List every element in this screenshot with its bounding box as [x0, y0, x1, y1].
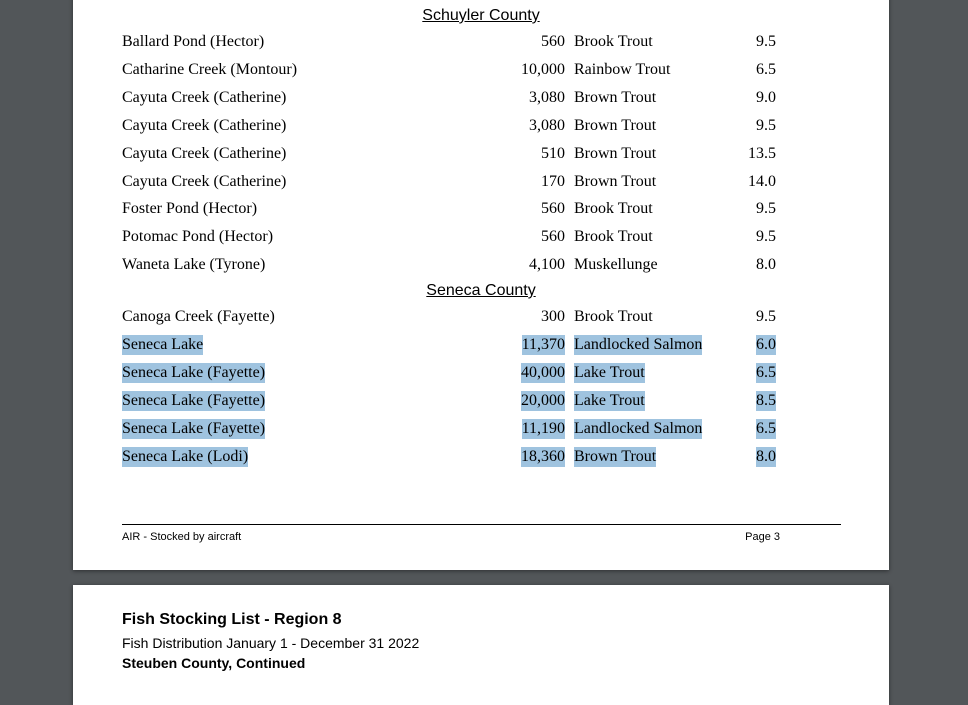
- species-cell: Brown Trout: [574, 173, 657, 190]
- table-row: [73, 144, 889, 166]
- table-row: [73, 391, 889, 413]
- species-cell: Brown Trout: [574, 145, 657, 162]
- species-cell: Brook Trout: [574, 308, 653, 325]
- size-cell: 9.5: [756, 117, 776, 134]
- number-cell: 40,000: [521, 364, 565, 381]
- number-cell: 10,000: [521, 61, 565, 78]
- number-cell: 3,080: [529, 117, 565, 134]
- size-cell: 9.5: [756, 200, 776, 217]
- size-cell: 13.5: [748, 145, 776, 162]
- waterbody-cell: Seneca Lake (Fayette): [122, 392, 266, 409]
- species-cell: Brook Trout: [574, 228, 653, 245]
- table-row: [73, 32, 889, 54]
- species-cell: Brook Trout: [574, 200, 653, 217]
- waterbody-cell: Seneca Lake: [122, 336, 204, 353]
- table-row: [73, 88, 889, 110]
- waterbody-cell: Cayuta Creek (Catherine): [122, 117, 287, 134]
- size-cell: 8.0: [756, 256, 776, 273]
- table-row: [73, 116, 889, 138]
- size-cell: 9.5: [756, 33, 776, 50]
- table-row: [73, 199, 889, 221]
- page-number: Page 3: [745, 531, 780, 543]
- table-row: [73, 335, 889, 357]
- size-cell: 6.5: [756, 420, 776, 437]
- size-cell: 9.5: [756, 228, 776, 245]
- waterbody-cell: Waneta Lake (Tyrone): [122, 256, 266, 273]
- number-cell: 11,370: [521, 336, 565, 353]
- number-cell: 20,000: [521, 392, 565, 409]
- table-row: [73, 60, 889, 82]
- size-cell: 6.5: [756, 61, 776, 78]
- species-cell: Lake Trout: [574, 364, 645, 381]
- number-cell: 560: [541, 33, 565, 50]
- document-title: Fish Stocking List - Region 8: [122, 611, 342, 628]
- waterbody-cell: Seneca Lake (Fayette): [122, 364, 266, 381]
- number-cell: 300: [541, 308, 565, 325]
- waterbody-cell: Cayuta Creek (Catherine): [122, 173, 287, 190]
- waterbody-cell: Cayuta Creek (Catherine): [122, 89, 287, 106]
- number-cell: 510: [541, 145, 565, 162]
- table-row: [73, 255, 889, 277]
- size-cell: 6.0: [756, 336, 776, 353]
- county-heading: Steuben County, Continued: [122, 655, 306, 671]
- waterbody-cell: Canoga Creek (Fayette): [122, 308, 275, 325]
- species-cell: Landlocked Salmon: [574, 336, 703, 353]
- pdf-page-3: [73, 0, 889, 570]
- waterbody-cell: Potomac Pond (Hector): [122, 228, 274, 245]
- number-cell: 170: [541, 173, 565, 190]
- number-cell: 560: [541, 200, 565, 217]
- species-cell: Lake Trout: [574, 392, 645, 409]
- waterbody-cell: Ballard Pond (Hector): [122, 33, 265, 50]
- species-cell: Landlocked Salmon: [574, 420, 703, 437]
- species-cell: Muskellunge: [574, 256, 658, 273]
- waterbody-cell: Foster Pond (Hector): [122, 200, 258, 217]
- size-cell: 9.5: [756, 308, 776, 325]
- pdf-page-4: [73, 585, 889, 705]
- county-heading: Schuyler County: [422, 7, 540, 24]
- table-row: [73, 363, 889, 385]
- number-cell: 11,190: [521, 420, 565, 437]
- document-subtitle: Fish Distribution January 1 - December 31 2022: [122, 635, 420, 651]
- waterbody-cell: Seneca Lake (Fayette): [122, 420, 266, 437]
- species-cell: Brown Trout: [574, 448, 657, 465]
- size-cell: 8.5: [756, 392, 776, 409]
- waterbody-cell: Catharine Creek (Montour): [122, 61, 298, 78]
- waterbody-cell: Cayuta Creek (Catherine): [122, 145, 287, 162]
- number-cell: 3,080: [529, 89, 565, 106]
- species-cell: Rainbow Trout: [574, 61, 671, 78]
- number-cell: 4,100: [529, 256, 565, 273]
- size-cell: 9.0: [756, 89, 776, 106]
- species-cell: Brown Trout: [574, 117, 657, 134]
- footer-divider: [122, 524, 841, 525]
- size-cell: 8.0: [756, 448, 776, 465]
- number-cell: 560: [541, 228, 565, 245]
- species-cell: Brook Trout: [574, 33, 653, 50]
- county-heading: Seneca County: [426, 282, 536, 299]
- species-cell: Brown Trout: [574, 89, 657, 106]
- table-row: [73, 307, 889, 329]
- size-cell: 14.0: [748, 173, 776, 190]
- footer-note: AIR - Stocked by aircraft: [122, 531, 242, 543]
- table-row: [73, 419, 889, 441]
- table-row: [73, 172, 889, 194]
- number-cell: 18,360: [521, 448, 565, 465]
- size-cell: 6.5: [756, 364, 776, 381]
- table-row: [73, 447, 889, 469]
- table-row: [73, 227, 889, 249]
- waterbody-cell: Seneca Lake (Lodi): [122, 448, 249, 465]
